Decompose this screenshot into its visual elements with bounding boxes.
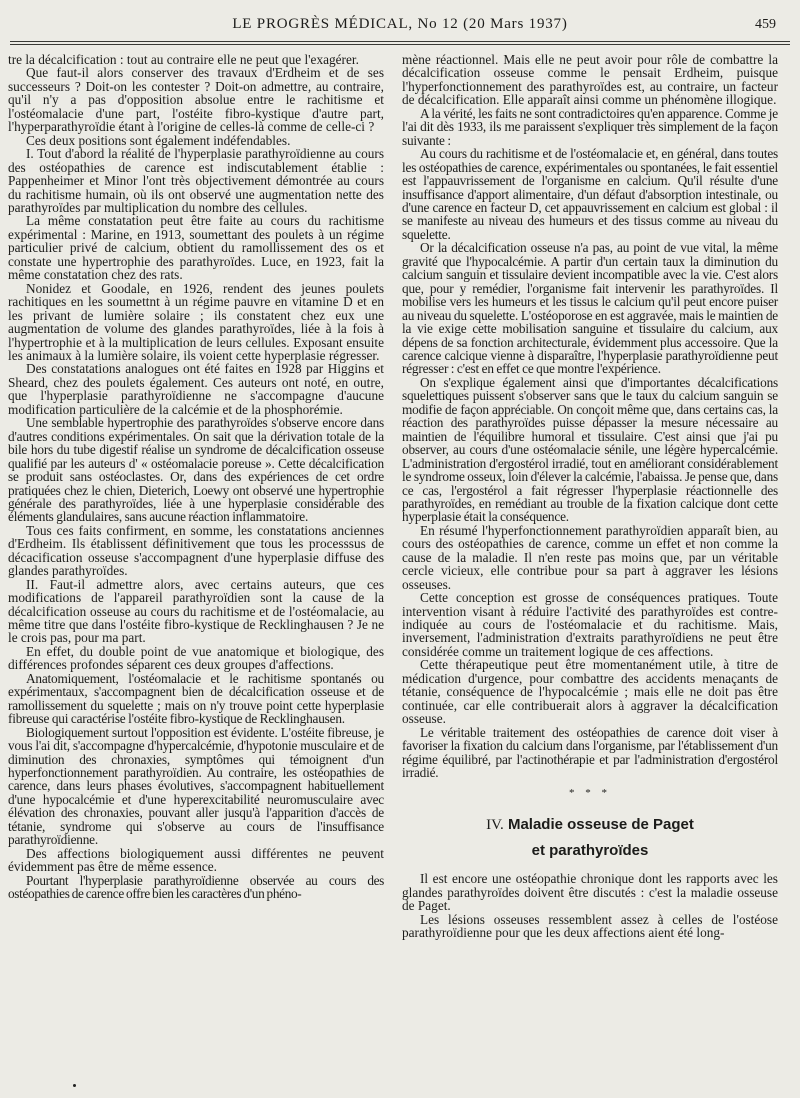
footer-dot [73, 1084, 76, 1087]
section-separator: * * * [569, 787, 611, 800]
paragraph: tre la décalcification : tout au contraire elle ne peut que l'exagérer. [8, 52, 359, 67]
paragraph: I. Tout d'abord la réalité de l'hyperplasie parathyroïdienne au cours des ostéopathies de carence est indiscutablement établie : Pappenheimer et Minor l'ont très objectivement démontrée au cours du rachitisme humain, où ils ont observé une augmentation nette des parathyroïdes par multiplication du nombre des cellules. [8, 146, 384, 215]
section-title-line1: Maladie osseuse de Paget [507, 816, 694, 834]
paragraph: Cette conception est grosse de conséquences pratiques. Toute intervention visant à réduire l'activité des parathyroïdes est contre-indiquée au cours de l'ostéomalacie et du rachitisme. Mais, inversement, l'administration d'extraits parathyroïdiens ne peut être considérée comme un traitement logique de ces affections. [402, 590, 778, 659]
paragraph: Nonidez et Goodale, en 1926, rendent des jeunes poulets rachitiques en les soumettnt à un régime pauvre en vitamine D et en les privant de lumière solaire ; ils constatent chez eux une augmentation de volume des glandes parathyroïdes, liée à la fois à l'hypertrophie et à la multiplication de leurs cellules. Exposant ensuite les animaux à la lumière solaire, ils voient cette hyperplasie régresser. [8, 280, 384, 363]
paragraph: Au cours du rachitisme et de l'ostéomalacie et, en général, dans toutes les ostéopathies de carence, expérimentales ou spontanées, le fait essentiel est l'appauvrissement de l'organisme en calcium. Qu'il résulte d'une insuffisance d'apport alimentaire, d'un défaut d'absorption intestinale, ou d'une carence en facteur D, cet appauvrissement en calcium est global : il se manifeste au niveau des humeurs et des tissus comme au niveau du squelette. [402, 146, 778, 242]
paragraph: En effet, du double point de vue anatomique et biologique, des différences profondes séparent ces deux groupes d'affections. [8, 643, 384, 673]
paragraph: Que faut-il alors conserver des travaux d'Erdheim et de ses successeurs ? Doit-on les contester ? Doit-on admettre, au contraire, qu'il n'y a pas d'opposition absolue entre le rachitisme et l'ostéomalacie d'une part, l'ostéite fibro-kystique d'autre part, l'hyperparathyroïdie étant à l'origine de celles-là comme de celle-ci ? [8, 65, 384, 135]
section-number: IV. [486, 817, 504, 834]
paragraph: Des affections biologiquement aussi différentes ne peuvent évidemment pas être de même essence. [8, 845, 384, 875]
paragraph: mène réactionnel. Mais elle ne peut avoir pour rôle de combattre la décalcification osseuse comme le pensait Erdheim, puisque l'hyperfonctionnement des parathyroïdes est, au contraire, un facteur de décalcification. Elle apparaît ainsi comme un phénomène illogique. [402, 52, 778, 108]
right-column [402, 53, 778, 940]
paragraph: Les lésions osseuses ressemblent assez à celles de l'ostéose parathyroïdienne pour que les deux affections aient été long- [402, 911, 778, 941]
paragraph: Pourtant l'hyperplasie parathyroïdienne observée au cours des ostéopathies de carence offre bien les caractères d'un phéno- [8, 872, 384, 902]
running-title: LE PROGRÈS MÉDICAL, No 12 (20 Mars 1937) [232, 16, 568, 32]
header-rule-bottom [10, 44, 790, 45]
paragraph: A la vérité, les faits ne sont contradictoires qu'en apparence. Comme je l'ai dit dès 1933, ils me paraissent s'expliquer très simplement de la façon suivante : [402, 105, 778, 148]
paragraph: Des constatations analogues ont été faites en 1928 par Higgins et Sheard, chez des poulets également. Ces auteurs ont noté, en outre, que l'hyperplasie parathyroïdienne ne s'accompagne d'aucune modification particulière de la calcémie et de la phosphorémie. [8, 361, 384, 417]
header-rule-top [10, 41, 790, 42]
paragraph: II. Faut-il admettre alors, avec certains auteurs, que ces modifications de l'appareil parathyroïdien sont la cause de la décalcification osseuse au cours du rachitisme et de l'ostéomalacie, au même titre que dans l'ostéite fibro-kystique de Recklinghausen ? Je ne le crois pas, pour ma part. [8, 576, 384, 646]
paragraph: Ces deux positions sont également indéfendables. [26, 132, 291, 148]
paragraph: Le véritable traitement des ostéopathies de carence doit viser à favoriser la fixation du calcium dans l'organisme, par l'établissement d'un régime équilibré, par l'actinothérapie et par l'administration d'ergostérol irradié. [402, 724, 778, 781]
paragraph: Anatomiquement, l'ostéomalacie et le rachitisme spontanés ou expérimentaux, s'accompagnent bien de décalcification osseuse et de ramollissement du squelette ; mais on n'y trouve point cette hyperplasie fibreuse qui caractérise l'ostéite fibro-kystique de Recklinghausen. [8, 670, 384, 727]
page-number: 459 [755, 17, 776, 32]
paragraph: Une semblable hypertrophie des parathyroïdes s'observe encore dans d'autres conditions expérimentales. On sait que la dérivation totale de la bile hors du tube digestif réalise un syndrome de décalcification osseuse qualifié par les auteurs d' « ostéomalacie poreuse ». Cette décalcification se produit sans ostéoclastes. Or, dans des expériences de cet ordre pratiquées chez le chien, Dieterich, Loewy ont observé une hypertrophie générale des parathyroïdes, liée à une hyperplasie considérable des éléments glandulaires, sans aucune réaction inflammatoire. [8, 415, 384, 525]
left-column [8, 53, 384, 901]
section-title-line2: et parathyroïdes [531, 842, 649, 860]
running-header [0, 16, 800, 38]
section-heading [402, 812, 778, 838]
paragraph: On s'explique également ainsi que d'importantes décalcifications squelettiques puissent s'observer sans que le taux du calcium sanguin se modifie de façon appréciable. On conçoit même que, dans certains cas, la réaction des parathyroïdes puisse dépasser la mesure nécessaire au maintien de l'équilibre humoral et tissulaire. C'est ainsi que j'ai pu observer, au cours d'une ostéomalacie sénile, une légère hypercalcémie. L'administration d'ergostérol irradié, tout en améliorant considérablement le syndrome osseux, loin d'élever la calcémie, l'abaissa. Je pense que, dans ce cas, l'ergostérol a fait régresser l'hyperplasie réactionnelle des parathyroïdes, en remédiant au trouble de la fixation calcique dont cette hyperplasie était la conséquence. [402, 374, 778, 525]
paragraph: Or la décalcification osseuse n'a pas, au point de vue vital, la même gravité que l'hypocalcémie. A partir d'un certain taux la diminution du calcium sanguin et tissulaire devient incompatible avec la vie. C'est alors que, pour y remédier, l'organisme fait intervenir les parathyroïdes. Il mobilise vers les humeurs et les tissus le calcium qu'il peut encore puiser au niveau du squelette. L'ostéoporose en est aggravée, mais le maintien de la vie exige cette mobilisation sanguine et tissulaire du calcium, aux dépens de sa fonction architecturale, évidemment plus accessoire. Que la carence calcique vienne à disparaître, l'hyperplasie parathyroïdienne peut régresser : c'est en effet ce que montre l'expérience. [402, 240, 778, 377]
paragraph: En résumé l'hyperfonctionnement parathyroïdien apparaît bien, au cours des ostéopathies de carence, comme un effet et non comme la cause de la maladie. Il n'en reste pas moins que, par un véritable cercle vicieux, elle contribue pour sa part à aggraver les lésions osseuses. [402, 522, 778, 592]
paragraph: Il est encore une ostéopathie chronique dont les rapports avec les glandes parathyroïdes doivent être discutés : c'est la maladie osseuse de Paget. [402, 871, 778, 914]
paragraph: Biologiquement surtout l'opposition est évidente. L'ostéite fibreuse, je vous l'ai dit, s'accompagne d'hypercalcémie, d'hypotonie musculaire et de diminution des chronaxies, symptômes qui témoignent d'un hyperfonctionnement parathyroïdien. Au contraire, les ostéopathies de carence, dans leurs phases évolutives, s'accompagnent habituellement d'une hypocalcémie et d'une hyperexcitabilité neuromusculaire avec élévation des chronaxies, pouvant aller jusqu'à l'apparition d'accès de tétanie, syndrome qui s'observe au cours de l'insuffisance parathyroïdienne. [8, 724, 384, 848]
paragraph: La même constatation peut être faite au cours du rachitisme expérimental : Marine, en 1913, soumettant des poulets à un régime particulier privé de calcium, obtient du ramollissement des os et constate une hypertrophie des parathyroïdes. Luce, en 1923, fait la même constatation chez des rats. [8, 213, 384, 283]
paragraph: Cette thérapeutique peut être momentanément utile, à titre de médication d'urgence, pour combattre des accidents menaçants de tétanie, conséquence de l'hypocalcémie ; mais elle ne doit pas être continuée, car elle contribuerait alors à aggraver la décalcification osseuse. [402, 657, 778, 727]
paragraph: Tous ces faits confirment, en somme, les constatations anciennes d'Erdheim. Ils établissent définitivement que tous les processsus de décacification osseuse s'accompagnent d'une hyperplasie diffuse des glandes parathyroïdes. [8, 522, 384, 579]
